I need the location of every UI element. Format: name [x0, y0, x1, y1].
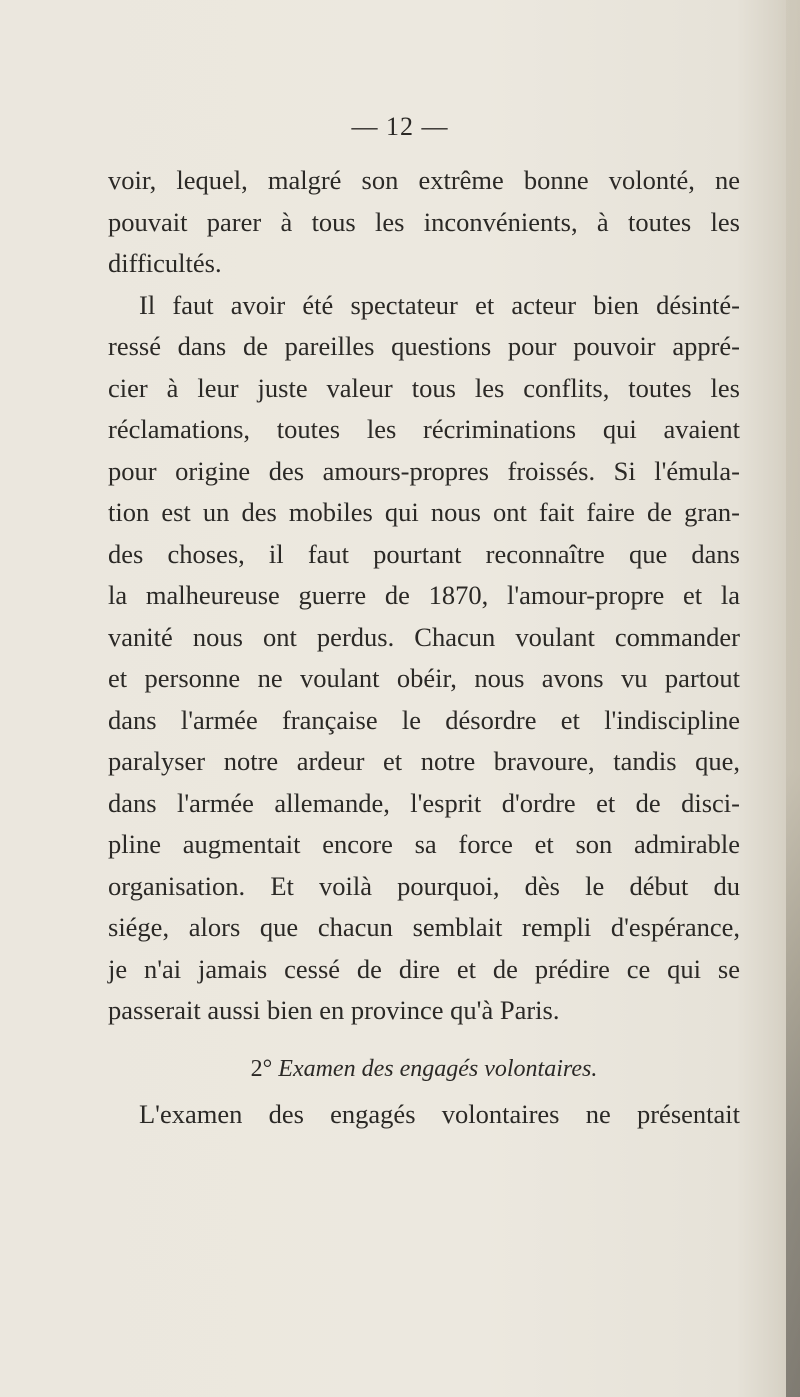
text-line: difficultés.	[108, 248, 222, 278]
text-line: Il faut avoir été spectateur et acteur bien désinté-	[139, 289, 740, 320]
text-line: ressé dans de pareilles questions pour pouvoir appré-	[108, 331, 740, 361]
text-line: la malheureuse guerre de 1870, l'amour-propre et la	[108, 580, 740, 610]
section-number: 2°	[250, 1055, 273, 1082]
section-heading	[108, 1044, 740, 1094]
text-line: passerait aussi bien en province qu'à Paris.	[108, 995, 560, 1025]
paragraph-2	[108, 285, 740, 1032]
text-line: voir, lequel, malgré son extrême bonne volonté, ne	[108, 165, 740, 195]
text-line: dans l'armée française le désordre et l'indiscipline	[108, 704, 740, 735]
text-line: je n'ai jamais cessé de dire et de prédire ce qui se	[108, 953, 740, 984]
paragraph-3	[108, 1094, 740, 1136]
text-line: dans l'armée allemande, l'esprit d'ordre et de disci-	[108, 787, 740, 818]
text-line: pouvait parer à tous les inconvénients, à toutes les	[108, 206, 740, 237]
paragraph-1	[108, 160, 740, 285]
section-title: Examen des engagés volontaires.	[278, 1055, 598, 1082]
text-line: paralyser notre ardeur et notre bravoure, tandis que,	[108, 746, 740, 776]
page-number: — 12 —	[351, 112, 449, 141]
text-line: cier à leur juste valeur tous les conflits, toutes les	[108, 372, 740, 403]
text-line: vanité nous ont perdus. Chacun voulant commander	[108, 621, 740, 652]
text-line: pline augmentait encore sa force et son admirable	[108, 829, 740, 859]
text-line: et personne ne voulant obéir, nous avons vu partout	[108, 663, 740, 693]
text-line: pour origine des amours-propres froissés. Si l'émula-	[108, 455, 740, 486]
text-line: tion est un des mobiles qui nous ont fait faire de gran-	[108, 497, 740, 527]
text-line: réclamations, toutes les récriminations qui avaient	[108, 414, 740, 444]
page-text	[108, 160, 740, 1135]
text-line: des choses, il faut pourtant reconnaître que dans	[108, 538, 740, 569]
page-edge-shadow	[786, 0, 800, 1397]
text-line: siége, alors que chacun semblait rempli d'espérance,	[108, 912, 740, 942]
text-line: organisation. Et voilà pourquoi, dès le début du	[108, 870, 740, 901]
text-line: L'examen des engagés volontaires ne présentait	[139, 1098, 740, 1129]
